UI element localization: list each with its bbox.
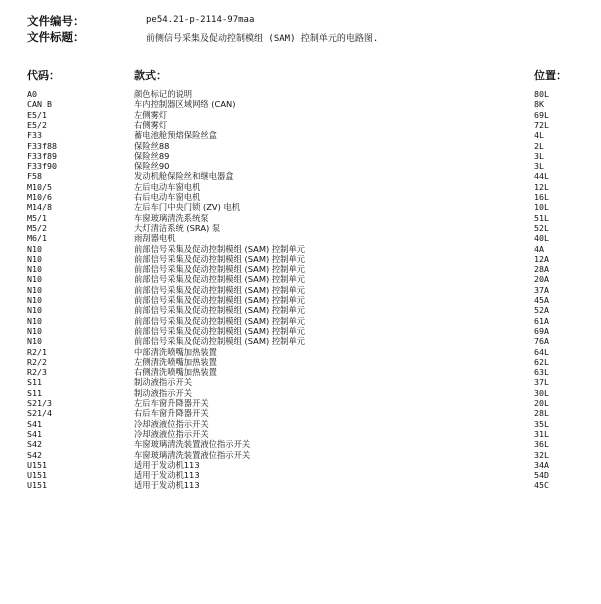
component-code: N10 [27, 315, 42, 326]
table-row [0, 480, 601, 490]
table-row [0, 285, 601, 295]
table-row [0, 367, 601, 377]
component-code: R2/1 [27, 346, 47, 357]
component-description: 车窗玻璃清洗系统泵 [134, 212, 209, 223]
table-row [0, 326, 601, 336]
table-row [0, 233, 601, 243]
component-description: 左后车门中央门锁 (ZV) 电机 [134, 202, 241, 213]
component-code: U151 [27, 480, 47, 491]
component-code: A0 [27, 89, 37, 99]
component-position: 61A [534, 315, 549, 326]
component-position: 62L [534, 356, 549, 367]
component-position: 3L [534, 150, 544, 161]
column-header-code: 代码： [27, 69, 60, 82]
table-row [0, 151, 601, 161]
table-row [0, 377, 601, 387]
table-row [0, 470, 601, 480]
component-description: 保险丝89 [134, 150, 170, 161]
component-description: 制动液指示开关 [134, 387, 193, 398]
doc-number-label: 文件编号： [27, 14, 85, 28]
table-row [0, 305, 601, 315]
component-position: 45A [534, 295, 549, 305]
component-position: 20A [534, 274, 549, 285]
table-row [0, 99, 601, 109]
component-position: 72L [534, 119, 549, 130]
component-position: 34A [534, 459, 549, 470]
component-code: CAN B [27, 99, 52, 110]
table-row [0, 89, 601, 99]
component-position: 12A [534, 253, 549, 264]
component-code: E5/1 [27, 109, 47, 120]
component-position: 37L [534, 377, 549, 388]
component-code: N10 [27, 325, 42, 336]
table-row [0, 419, 601, 429]
component-position: 20L [534, 398, 549, 408]
component-description: 右侧清洗喷嘴加热装置 [134, 367, 217, 378]
component-description: 前部信号采集及促动控制模组 (SAM) 控制单元 [134, 295, 306, 305]
table-row [0, 264, 601, 274]
component-description: 右后车窗升降器开关 [134, 408, 209, 419]
component-code: N10 [27, 253, 42, 264]
component-description: 雨刮器电机 [134, 233, 176, 244]
column-header-position: 位置： [534, 69, 567, 82]
table-row [0, 439, 601, 449]
table-row [0, 316, 601, 326]
table-row [0, 254, 601, 264]
component-description: 前部信号采集及促动控制模组 (SAM) 控制单元 [134, 305, 306, 316]
component-position: 28L [534, 408, 549, 419]
component-position: 4A [534, 243, 544, 254]
component-position: 16L [534, 192, 549, 202]
component-code: M5/2 [27, 222, 47, 233]
component-description: 前部信号采集及促动控制模组 (SAM) 控制单元 [134, 284, 306, 295]
component-code: N10 [27, 305, 42, 316]
component-position: 69A [534, 325, 549, 336]
component-code: M10/6 [27, 192, 52, 202]
component-code: F33f90 [27, 161, 57, 172]
doc-title-label: 文件标题： [27, 30, 85, 44]
component-position: 54D [534, 470, 549, 481]
component-code: F33f89 [27, 150, 57, 161]
component-description: 适用于发动机113 [134, 459, 200, 470]
table-row [0, 130, 601, 140]
component-code: U151 [27, 470, 47, 481]
table-row [0, 429, 601, 439]
component-code: S21/3 [27, 398, 52, 408]
table-row [0, 182, 601, 192]
component-code: S42 [27, 439, 42, 450]
table-row [0, 120, 601, 130]
component-description: 前部信号采集及促动控制模组 (SAM) 控制单元 [134, 336, 306, 347]
table-row [0, 347, 601, 357]
table-row [0, 460, 601, 470]
component-position: 69L [534, 109, 549, 120]
component-position: 8K [534, 99, 544, 110]
table-row [0, 450, 601, 460]
component-description: 前部信号采集及促动控制模组 (SAM) 控制单元 [134, 264, 306, 275]
column-header-description: 款式： [134, 69, 167, 82]
component-description: 冷却液液位指示开关 [134, 418, 209, 429]
component-code: F58 [27, 171, 42, 182]
component-code: N10 [27, 274, 42, 285]
doc-number-value: pe54.21-p-2114-97maa [146, 15, 255, 25]
component-description: 大灯清洁系统 (SRA) 泵 [134, 222, 221, 233]
component-code: S11 [27, 377, 42, 388]
component-description: 右后电动车窗电机 [134, 192, 201, 202]
table-row [0, 398, 601, 408]
component-description: 车窗玻璃清洗装置液位指示开关 [134, 439, 251, 450]
component-description: 车内控制器区域网络 (CAN) [134, 99, 236, 110]
component-position: 35L [534, 418, 549, 429]
component-position: 51L [534, 212, 549, 223]
table-row [0, 357, 601, 367]
table-row [0, 141, 601, 151]
component-code: E5/2 [27, 119, 47, 130]
component-code: S21/4 [27, 408, 52, 419]
component-description: 适用于发动机113 [134, 470, 200, 481]
component-description: 制动液指示开关 [134, 377, 193, 388]
component-position: 64L [534, 346, 549, 357]
table-row [0, 244, 601, 254]
component-position: 10L [534, 202, 549, 213]
component-position: 52L [534, 222, 549, 233]
component-description: 发动机舱保险丝和继电器盒 [134, 171, 234, 182]
component-description: 前部信号采集及促动控制模组 (SAM) 控制单元 [134, 253, 306, 264]
component-position: 80L [534, 89, 549, 99]
component-code: S41 [27, 428, 42, 439]
component-position: 12L [534, 181, 549, 192]
table-row [0, 161, 601, 171]
component-description: 左后电动车窗电机 [134, 181, 201, 192]
table-row [0, 388, 601, 398]
component-description: 颜色标记的说明 [134, 89, 193, 99]
component-code: F33 [27, 130, 42, 141]
component-description: 中部清洗喷嘴加热装置 [134, 346, 217, 357]
component-position: 76A [534, 336, 549, 347]
component-description: 保险丝90 [134, 161, 170, 172]
component-position: 40L [534, 233, 549, 244]
table-row [0, 223, 601, 233]
component-description: 左后车窗升降器开关 [134, 398, 209, 408]
component-description: 适用于发动机113 [134, 480, 200, 491]
component-code: M10/5 [27, 181, 52, 192]
component-position: 31L [534, 428, 549, 439]
component-position: 52A [534, 305, 549, 316]
component-code: N10 [27, 264, 42, 275]
component-code: N10 [27, 284, 42, 295]
table-row [0, 213, 601, 223]
component-code: R2/2 [27, 356, 47, 367]
component-code: R2/3 [27, 367, 47, 378]
component-description: 左侧雾灯 [134, 109, 168, 120]
table-row [0, 274, 601, 284]
table-row [0, 192, 601, 202]
component-position: 45C [534, 480, 549, 491]
doc-title-value: 前侧信号采集及促动控制模组 (SAM) 控制单元的电路图. [146, 34, 379, 44]
component-position: 2L [534, 140, 544, 151]
component-code: F33f88 [27, 140, 57, 151]
component-position: 3L [534, 161, 544, 172]
component-description: 前部信号采集及促动控制模组 (SAM) 控制单元 [134, 315, 306, 326]
component-position: 30L [534, 387, 549, 398]
component-description: 前部信号采集及促动控制模组 (SAM) 控制单元 [134, 243, 306, 254]
table-row [0, 408, 601, 418]
table-row [0, 295, 601, 305]
component-description: 蓄电池舱预熔保险丝盒 [134, 130, 217, 141]
table-row [0, 171, 601, 181]
component-description: 冷却液液位指示开关 [134, 428, 209, 439]
component-code: U151 [27, 459, 47, 470]
component-code: S42 [27, 449, 42, 460]
component-code: M5/1 [27, 212, 47, 223]
component-position: 32L [534, 449, 549, 460]
component-description: 车窗玻璃清洗装置液位指示开关 [134, 449, 251, 460]
component-description: 右侧雾灯 [134, 119, 168, 130]
component-position: 36L [534, 439, 549, 450]
component-code: N10 [27, 243, 42, 254]
table-row [0, 336, 601, 346]
component-code: M6/1 [27, 233, 47, 244]
table-row [0, 202, 601, 212]
component-code: N10 [27, 336, 42, 347]
component-position: 28A [534, 264, 549, 275]
component-position: 44L [534, 171, 549, 182]
component-description: 前部信号采集及促动控制模组 (SAM) 控制单元 [134, 325, 306, 336]
component-description: 保险丝88 [134, 140, 170, 151]
component-code: S11 [27, 387, 42, 398]
component-description: 前部信号采集及促动控制模组 (SAM) 控制单元 [134, 274, 306, 285]
table-row [0, 110, 601, 120]
component-position: 63L [534, 367, 549, 378]
component-code: N10 [27, 295, 42, 305]
component-position: 4L [534, 130, 544, 141]
component-code: M14/8 [27, 202, 52, 213]
component-position: 37A [534, 284, 549, 295]
component-code: S41 [27, 418, 42, 429]
component-description: 左侧清洗喷嘴加热装置 [134, 356, 217, 367]
